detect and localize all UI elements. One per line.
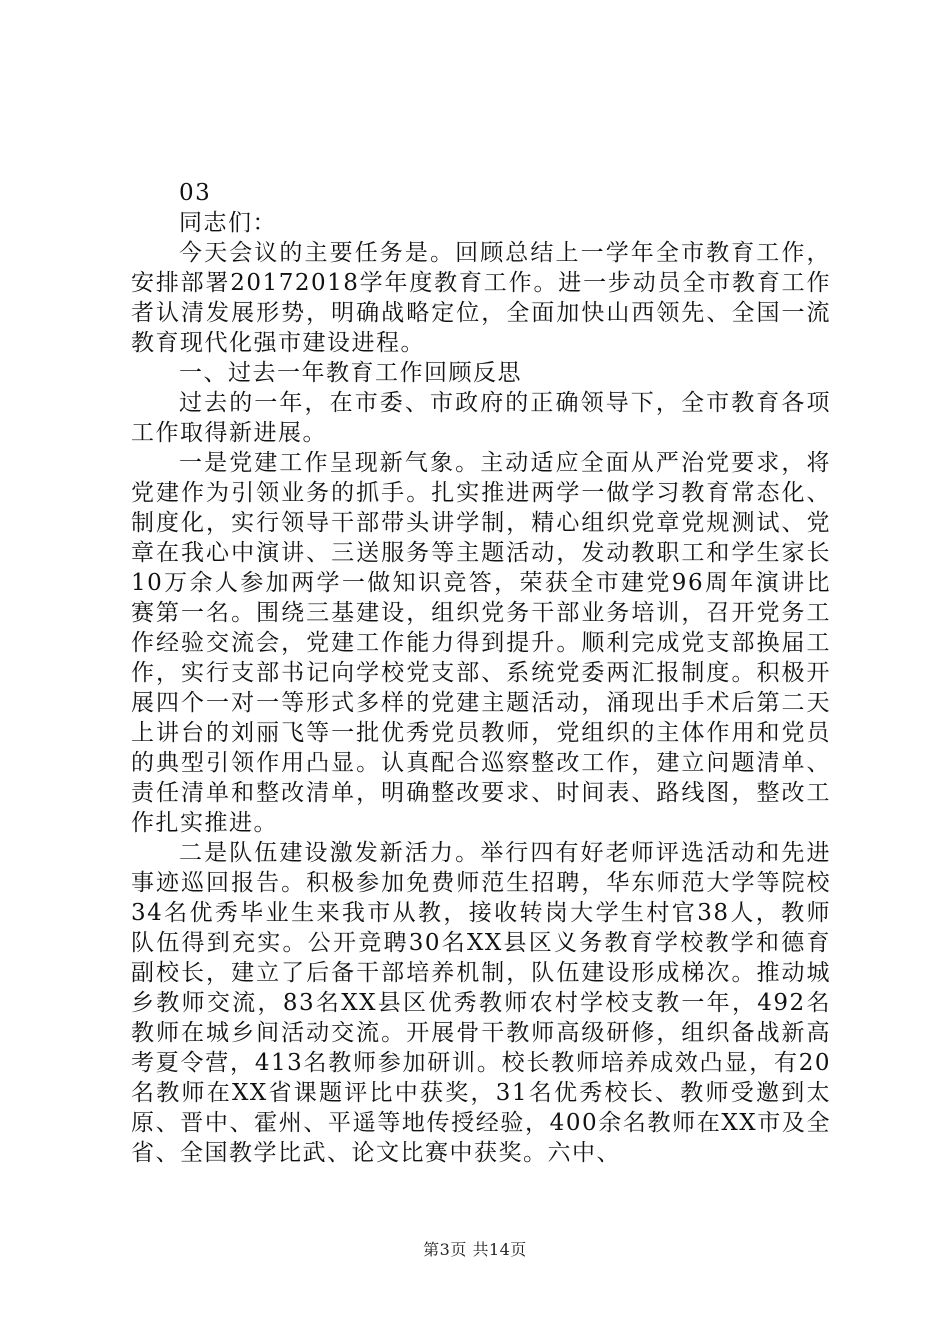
page-fragment-number: 03 — [179, 180, 212, 206]
paragraph-overview: 过去的一年，在市委、市政府的正确领导下，全市教育各项工作取得新进展。 — [131, 390, 831, 446]
salutation: 同志们： — [179, 210, 277, 236]
paragraph-intro: 今天会议的主要任务是。回顾总结上一学年全市教育工作，安排部署20172018学年度教育工作。进一步动员全市教育工作者认清发展形势，明确战略定位，全面加快山西领先、全国一流教育现代化强市建设进程。 — [131, 240, 831, 356]
page-footer — [0, 1240, 950, 1260]
paragraph-party-building: 一是党建工作呈现新气象。主动适应全面从严治党要求，将党建作为引领业务的抓手。扎实推进两学一做学习教育常态化、制度化，实行领导干部带头讲学制，精心组织党章党规测试、党章在我心中演讲、三送服务等主题活动，发动教职工和学生家长10万余人参加两学一做知识竞答，荣获全市建党96周年演讲比赛第一名。围绕三基建设，组织党务干部业务培训，召开党务工作经验交流会，党建工作能力得到提升。顺利完成党支部换届工作，实行支部书记向学校党支部、系统党委两汇报制度。积极开展四个一对一等形式多样的党建主题活动，涌现出手术后第二天上讲台的刘丽飞等一批优秀党员教师，党组织的主体作用和党员的典型引领作用凸显。认真配合巡察整改工作，建立问题清单、责任清单和整改清单，明确整改要求、时间表、路线图，整改工作扎实推进。 — [131, 450, 831, 836]
section-heading: 一、过去一年教育工作回顾反思 — [179, 360, 522, 386]
paragraph-team-building: 二是队伍建设激发新活力。举行四有好老师评选活动和先进事迹巡回报告。积极参加免费师范生招聘，华东师范大学等院校34名优秀毕业生来我市从教，接收转岗大学生村官38人，教师队伍得到充实。公开竞聘30名XX县区义务教育学校教学和德育副校长，建立了后备干部培养机制，队伍建设形成梯次。推动城乡教师交流，83名XX县区优秀教师农村学校支教一年，492名教师在城乡间活动交流。开展骨干教师高级研修，组织备战新高考夏令营，413名教师参加研训。校长教师培养成效凸显，有20名教师在XX省课题评比中获奖，31名优秀校长、教师受邀到太原、晋中、霍州、平遥等地传授经验，400余名教师在XX市及全省、全国教学比武、论文比赛中获奖。六中、 — [131, 840, 831, 1166]
document-body — [131, 178, 831, 1168]
page-number: 第3页 共14页 — [423, 1240, 527, 1259]
